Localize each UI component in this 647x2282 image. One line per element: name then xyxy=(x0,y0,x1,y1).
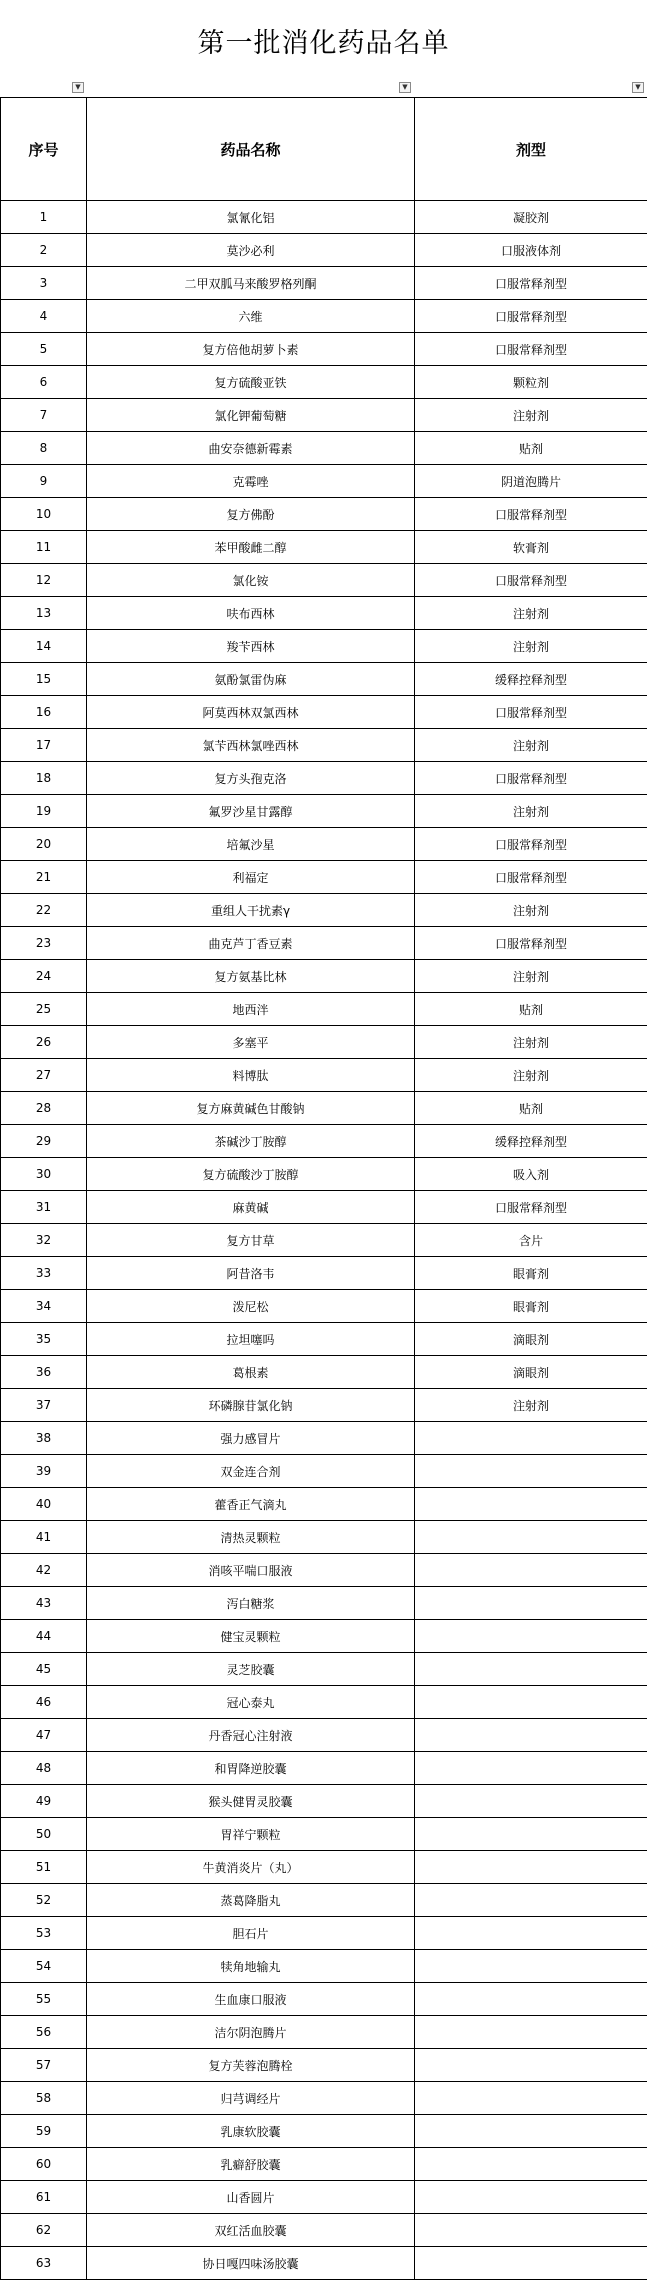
cell-dosage-form[interactable]: 口服常释剂型 xyxy=(415,828,647,861)
cell-drug-name[interactable]: 利福定 xyxy=(87,861,415,894)
cell-dosage-form[interactable] xyxy=(415,2115,647,2148)
cell-seq[interactable]: 52 xyxy=(1,1884,87,1917)
table-row xyxy=(1,597,647,630)
cell-seq[interactable]: 47 xyxy=(1,1719,87,1752)
cell-seq[interactable]: 23 xyxy=(1,927,87,960)
cell-drug-name[interactable]: 茶碱沙丁胺醇 xyxy=(87,1125,415,1158)
table-row xyxy=(1,1521,647,1554)
cell-drug-name[interactable]: 复方硫酸亚铁 xyxy=(87,366,415,399)
cell-drug-name[interactable]: 地西泮 xyxy=(87,993,415,1026)
cell-dosage-form[interactable] xyxy=(415,1884,647,1917)
table-row xyxy=(1,1653,647,1686)
cell-seq[interactable]: 37 xyxy=(1,1389,87,1422)
cell-seq[interactable]: 12 xyxy=(1,564,87,597)
cell-dosage-form[interactable] xyxy=(415,1818,647,1851)
table-row xyxy=(1,201,647,234)
table-row xyxy=(1,1785,647,1818)
cell-seq[interactable]: 8 xyxy=(1,432,87,465)
cell-seq[interactable]: 1 xyxy=(1,201,87,234)
cell-dosage-form[interactable]: 滴眼剂 xyxy=(415,1356,647,1389)
cell-drug-name[interactable]: 清热灵颗粒 xyxy=(87,1521,415,1554)
cell-dosage-form[interactable] xyxy=(415,1917,647,1950)
cell-seq[interactable]: 60 xyxy=(1,2148,87,2181)
cell-drug-name[interactable]: 苯甲酸雌二醇 xyxy=(87,531,415,564)
cell-seq[interactable]: 28 xyxy=(1,1092,87,1125)
cell-dosage-form[interactable] xyxy=(415,1587,647,1620)
cell-dosage-form[interactable]: 注射剂 xyxy=(415,1059,647,1092)
cell-drug-name[interactable]: 复方氨基比林 xyxy=(87,960,415,993)
table-row xyxy=(1,531,647,564)
cell-drug-name[interactable]: 氯化铵 xyxy=(87,564,415,597)
cell-drug-name[interactable]: 氟罗沙星甘露醇 xyxy=(87,795,415,828)
table-row xyxy=(1,366,647,399)
header-drug-name[interactable]: 药品名称 xyxy=(87,98,415,201)
header-dosage-form[interactable]: 剂型 xyxy=(415,98,647,201)
cell-dosage-form[interactable]: 缓释控释剂型 xyxy=(415,1125,647,1158)
table-row xyxy=(1,2082,647,2115)
cell-seq[interactable]: 9 xyxy=(1,465,87,498)
cell-dosage-form[interactable]: 口服常释剂型 xyxy=(415,267,647,300)
cell-seq[interactable]: 54 xyxy=(1,1950,87,1983)
cell-dosage-form[interactable] xyxy=(415,2082,647,2115)
cell-dosage-form[interactable] xyxy=(415,1653,647,1686)
cell-drug-name[interactable]: 丹香冠心注射液 xyxy=(87,1719,415,1752)
cell-seq[interactable]: 30 xyxy=(1,1158,87,1191)
cell-dosage-form[interactable]: 吸入剂 xyxy=(415,1158,647,1191)
cell-drug-name[interactable]: 藿香正气滴丸 xyxy=(87,1488,415,1521)
cell-drug-name[interactable]: 克霉唑 xyxy=(87,465,415,498)
table-row xyxy=(1,696,647,729)
table-row xyxy=(1,2148,647,2181)
cell-dosage-form[interactable]: 口服常释剂型 xyxy=(415,1191,647,1224)
cell-seq[interactable]: 21 xyxy=(1,861,87,894)
cell-seq[interactable]: 14 xyxy=(1,630,87,663)
cell-seq[interactable]: 24 xyxy=(1,960,87,993)
cell-drug-name[interactable]: 冠心泰丸 xyxy=(87,1686,415,1719)
cell-seq[interactable]: 6 xyxy=(1,366,87,399)
cell-drug-name[interactable]: 生血康口服液 xyxy=(87,1983,415,2016)
cell-drug-name[interactable]: 双红活血胶囊 xyxy=(87,2214,415,2247)
cell-seq[interactable]: 56 xyxy=(1,2016,87,2049)
cell-dosage-form[interactable]: 口服常释剂型 xyxy=(415,861,647,894)
cell-dosage-form[interactable]: 注射剂 xyxy=(415,960,647,993)
table-row xyxy=(1,267,647,300)
cell-dosage-form[interactable]: 口服常释剂型 xyxy=(415,696,647,729)
table-row xyxy=(1,1257,647,1290)
cell-drug-name[interactable]: 协日嘎四味汤胶囊 xyxy=(87,2247,415,2280)
cell-drug-name[interactable]: 多塞平 xyxy=(87,1026,415,1059)
cell-dosage-form[interactable] xyxy=(415,2181,647,2214)
cell-seq[interactable]: 59 xyxy=(1,2115,87,2148)
cell-seq[interactable]: 41 xyxy=(1,1521,87,1554)
table-row xyxy=(1,300,647,333)
cell-seq[interactable]: 2 xyxy=(1,234,87,267)
cell-drug-name[interactable]: 六维 xyxy=(87,300,415,333)
cell-dosage-form[interactable]: 注射剂 xyxy=(415,1026,647,1059)
cell-dosage-form[interactable]: 口服常释剂型 xyxy=(415,564,647,597)
table-row xyxy=(1,927,647,960)
cell-dosage-form[interactable]: 阴道泡腾片 xyxy=(415,465,647,498)
table-row xyxy=(1,663,647,696)
cell-drug-name[interactable]: 胃祥宁颗粒 xyxy=(87,1818,415,1851)
cell-drug-name[interactable]: 拉坦噻吗 xyxy=(87,1323,415,1356)
cell-drug-name[interactable]: 蒸葛降脂丸 xyxy=(87,1884,415,1917)
cell-dosage-form[interactable] xyxy=(415,2049,647,2082)
table-row xyxy=(1,1026,647,1059)
table-row xyxy=(1,861,647,894)
table-row xyxy=(1,2049,647,2082)
cell-dosage-form[interactable]: 眼膏剂 xyxy=(415,1257,647,1290)
cell-seq[interactable]: 36 xyxy=(1,1356,87,1389)
table-row xyxy=(1,1356,647,1389)
cell-seq[interactable]: 25 xyxy=(1,993,87,1026)
header-seq[interactable]: 序号 xyxy=(1,98,87,201)
cell-dosage-form[interactable]: 滴眼剂 xyxy=(415,1323,647,1356)
cell-dosage-form[interactable]: 注射剂 xyxy=(415,597,647,630)
cell-dosage-form[interactable]: 注射剂 xyxy=(415,795,647,828)
cell-dosage-form[interactable] xyxy=(415,1620,647,1653)
cell-drug-name[interactable]: 犊角地输丸 xyxy=(87,1950,415,1983)
cell-seq[interactable]: 46 xyxy=(1,1686,87,1719)
cell-seq[interactable]: 63 xyxy=(1,2247,87,2280)
cell-seq[interactable]: 20 xyxy=(1,828,87,861)
table-row xyxy=(1,2214,647,2247)
cell-seq[interactable]: 26 xyxy=(1,1026,87,1059)
header-row xyxy=(1,98,647,201)
cell-seq[interactable]: 57 xyxy=(1,2049,87,2082)
table-row xyxy=(1,1455,647,1488)
cell-drug-name[interactable]: 葛根素 xyxy=(87,1356,415,1389)
table-row xyxy=(1,1818,647,1851)
cell-seq[interactable]: 43 xyxy=(1,1587,87,1620)
cell-drug-name[interactable]: 阿昔洛韦 xyxy=(87,1257,415,1290)
cell-seq[interactable]: 58 xyxy=(1,2082,87,2115)
cell-dosage-form[interactable] xyxy=(415,1488,647,1521)
table-row xyxy=(1,1884,647,1917)
autofilter-row xyxy=(0,80,647,97)
cell-dosage-form[interactable]: 口服液体剂 xyxy=(415,234,647,267)
table-row xyxy=(1,1917,647,1950)
cell-dosage-form[interactable]: 眼膏剂 xyxy=(415,1290,647,1323)
cell-dosage-form[interactable] xyxy=(415,1422,647,1455)
cell-dosage-form[interactable]: 注射剂 xyxy=(415,1389,647,1422)
cell-drug-name[interactable]: 胆石片 xyxy=(87,1917,415,1950)
table-row xyxy=(1,1323,647,1356)
table-row xyxy=(1,1752,647,1785)
cell-dosage-form[interactable] xyxy=(415,1785,647,1818)
table-row xyxy=(1,2247,647,2280)
cell-seq[interactable]: 45 xyxy=(1,1653,87,1686)
cell-drug-name[interactable]: 复方芙蓉泡腾栓 xyxy=(87,2049,415,2082)
cell-drug-name[interactable]: 双金连合剂 xyxy=(87,1455,415,1488)
table-row xyxy=(1,729,647,762)
cell-seq[interactable]: 11 xyxy=(1,531,87,564)
table-row xyxy=(1,1554,647,1587)
table-row xyxy=(1,1686,647,1719)
table-row xyxy=(1,1158,647,1191)
table-row xyxy=(1,1191,647,1224)
cell-dosage-form[interactable]: 颗粒剂 xyxy=(415,366,647,399)
cell-seq[interactable]: 3 xyxy=(1,267,87,300)
cell-drug-name[interactable]: 乳康软胶囊 xyxy=(87,2115,415,2148)
filter-dropdown-icon[interactable]: ▼ xyxy=(399,82,411,93)
cell-dosage-form[interactable] xyxy=(415,1455,647,1488)
cell-dosage-form[interactable]: 凝胶剂 xyxy=(415,201,647,234)
cell-dosage-form[interactable]: 软膏剂 xyxy=(415,531,647,564)
cell-seq[interactable]: 15 xyxy=(1,663,87,696)
cell-drug-name[interactable]: 阿莫西林双氯西林 xyxy=(87,696,415,729)
cell-dosage-form[interactable]: 含片 xyxy=(415,1224,647,1257)
cell-dosage-form[interactable] xyxy=(415,1719,647,1752)
table-row xyxy=(1,1587,647,1620)
cell-drug-name[interactable]: 料博肽 xyxy=(87,1059,415,1092)
cell-dosage-form[interactable]: 注射剂 xyxy=(415,399,647,432)
cell-dosage-form[interactable] xyxy=(415,1554,647,1587)
cell-drug-name[interactable]: 消咳平喘口服液 xyxy=(87,1554,415,1587)
table-row xyxy=(1,828,647,861)
table-row xyxy=(1,1488,647,1521)
table-row xyxy=(1,960,647,993)
table-row xyxy=(1,2016,647,2049)
cell-seq[interactable]: 62 xyxy=(1,2214,87,2247)
cell-seq[interactable]: 49 xyxy=(1,1785,87,1818)
cell-dosage-form[interactable] xyxy=(415,1983,647,2016)
table-row xyxy=(1,1224,647,1257)
drug-table xyxy=(0,97,647,2280)
cell-seq[interactable]: 33 xyxy=(1,1257,87,1290)
cell-seq[interactable]: 48 xyxy=(1,1752,87,1785)
cell-seq[interactable]: 55 xyxy=(1,1983,87,2016)
table-row xyxy=(1,1059,647,1092)
cell-seq[interactable]: 7 xyxy=(1,399,87,432)
cell-seq[interactable]: 44 xyxy=(1,1620,87,1653)
cell-drug-name[interactable]: 氯苄西林氯唑西林 xyxy=(87,729,415,762)
cell-seq[interactable]: 35 xyxy=(1,1323,87,1356)
cell-dosage-form[interactable] xyxy=(415,1686,647,1719)
cell-seq[interactable]: 31 xyxy=(1,1191,87,1224)
cell-drug-name[interactable]: 曲克芦丁香豆素 xyxy=(87,927,415,960)
table-row xyxy=(1,564,647,597)
cell-drug-name[interactable]: 复方硫酸沙丁胺醇 xyxy=(87,1158,415,1191)
cell-drug-name[interactable]: 归芎调经片 xyxy=(87,2082,415,2115)
cell-drug-name[interactable]: 复方甘草 xyxy=(87,1224,415,1257)
cell-dosage-form[interactable] xyxy=(415,2016,647,2049)
table-row xyxy=(1,1620,647,1653)
table-row xyxy=(1,795,647,828)
cell-dosage-form[interactable]: 注射剂 xyxy=(415,894,647,927)
cell-seq[interactable]: 39 xyxy=(1,1455,87,1488)
cell-dosage-form[interactable] xyxy=(415,2247,647,2280)
cell-seq[interactable]: 22 xyxy=(1,894,87,927)
cell-dosage-form[interactable]: 贴剂 xyxy=(415,993,647,1026)
table-row xyxy=(1,234,647,267)
cell-dosage-form[interactable]: 口服常释剂型 xyxy=(415,762,647,795)
cell-seq[interactable]: 17 xyxy=(1,729,87,762)
table-row xyxy=(1,993,647,1026)
cell-drug-name[interactable]: 山香圆片 xyxy=(87,2181,415,2214)
cell-dosage-form[interactable]: 口服常释剂型 xyxy=(415,333,647,366)
cell-dosage-form[interactable]: 口服常释剂型 xyxy=(415,300,647,333)
table-row xyxy=(1,1983,647,2016)
cell-drug-name[interactable]: 灵芝胶囊 xyxy=(87,1653,415,1686)
table-row xyxy=(1,630,647,663)
cell-drug-name[interactable]: 复方倍他胡萝卜素 xyxy=(87,333,415,366)
cell-seq[interactable]: 42 xyxy=(1,1554,87,1587)
table-row xyxy=(1,1092,647,1125)
cell-seq[interactable]: 51 xyxy=(1,1851,87,1884)
table-row xyxy=(1,1950,647,1983)
table-row xyxy=(1,2115,647,2148)
cell-dosage-form[interactable]: 口服常释剂型 xyxy=(415,927,647,960)
cell-seq[interactable]: 13 xyxy=(1,597,87,630)
cell-seq[interactable]: 34 xyxy=(1,1290,87,1323)
cell-seq[interactable]: 10 xyxy=(1,498,87,531)
table-row xyxy=(1,498,647,531)
cell-seq[interactable]: 16 xyxy=(1,696,87,729)
cell-drug-name[interactable]: 猴头健胃灵胶囊 xyxy=(87,1785,415,1818)
cell-seq[interactable]: 53 xyxy=(1,1917,87,1950)
cell-dosage-form[interactable] xyxy=(415,2148,647,2181)
table-row xyxy=(1,1422,647,1455)
table-row xyxy=(1,399,647,432)
cell-dosage-form[interactable] xyxy=(415,1752,647,1785)
cell-drug-name[interactable]: 呋布西林 xyxy=(87,597,415,630)
sheet-title: 第一批消化药品名单 xyxy=(197,27,450,59)
table-row xyxy=(1,894,647,927)
table-row xyxy=(1,1719,647,1752)
cell-seq[interactable]: 5 xyxy=(1,333,87,366)
cell-seq[interactable]: 40 xyxy=(1,1488,87,1521)
cell-drug-name[interactable]: 环磷腺苷氯化钠 xyxy=(87,1389,415,1422)
filter-dropdown-icon[interactable]: ▼ xyxy=(72,82,84,93)
cell-drug-name[interactable]: 强力感冒片 xyxy=(87,1422,415,1455)
cell-dosage-form[interactable]: 贴剂 xyxy=(415,1092,647,1125)
table-row xyxy=(1,432,647,465)
table-row xyxy=(1,465,647,498)
cell-seq[interactable]: 61 xyxy=(1,2181,87,2214)
cell-drug-name[interactable]: 复方头孢克洛 xyxy=(87,762,415,795)
cell-seq[interactable]: 38 xyxy=(1,1422,87,1455)
table-row xyxy=(1,1389,647,1422)
cell-drug-name[interactable]: 氯氰化铝 xyxy=(87,201,415,234)
table-row xyxy=(1,2181,647,2214)
cell-drug-name[interactable]: 牛黄消炎片（丸） xyxy=(87,1851,415,1884)
cell-dosage-form[interactable] xyxy=(415,1950,647,1983)
cell-dosage-form[interactable] xyxy=(415,2214,647,2247)
cell-dosage-form[interactable]: 注射剂 xyxy=(415,729,647,762)
cell-drug-name[interactable]: 洁尔阴泡腾片 xyxy=(87,2016,415,2049)
cell-drug-name[interactable]: 泼尼松 xyxy=(87,1290,415,1323)
cell-dosage-form[interactable]: 贴剂 xyxy=(415,432,647,465)
cell-drug-name[interactable]: 莫沙必利 xyxy=(87,234,415,267)
cell-seq[interactable]: 18 xyxy=(1,762,87,795)
table-row xyxy=(1,1125,647,1158)
cell-drug-name[interactable]: 乳癖舒胶囊 xyxy=(87,2148,415,2181)
cell-dosage-form[interactable]: 口服常释剂型 xyxy=(415,498,647,531)
cell-drug-name[interactable]: 羧苄西林 xyxy=(87,630,415,663)
cell-drug-name[interactable]: 二甲双胍马来酸罗格列酮 xyxy=(87,267,415,300)
cell-seq[interactable]: 29 xyxy=(1,1125,87,1158)
filter-dropdown-icon[interactable]: ▼ xyxy=(632,82,644,93)
cell-seq[interactable]: 19 xyxy=(1,795,87,828)
cell-seq[interactable]: 50 xyxy=(1,1818,87,1851)
table-row xyxy=(1,762,647,795)
cell-drug-name[interactable]: 健宝灵颗粒 xyxy=(87,1620,415,1653)
cell-dosage-form[interactable] xyxy=(415,1521,647,1554)
cell-drug-name[interactable]: 氨酚氯雷伪麻 xyxy=(87,663,415,696)
cell-drug-name[interactable]: 泻白糖浆 xyxy=(87,1587,415,1620)
cell-seq[interactable]: 27 xyxy=(1,1059,87,1092)
table-row xyxy=(1,1290,647,1323)
cell-drug-name[interactable]: 重组人干扰素γ xyxy=(87,894,415,927)
cell-dosage-form[interactable]: 注射剂 xyxy=(415,630,647,663)
cell-drug-name[interactable]: 复方麻黄碱色甘酸钠 xyxy=(87,1092,415,1125)
cell-dosage-form[interactable] xyxy=(415,1851,647,1884)
cell-drug-name[interactable]: 氯化钾葡萄糖 xyxy=(87,399,415,432)
cell-seq[interactable]: 4 xyxy=(1,300,87,333)
cell-drug-name[interactable]: 麻黄碱 xyxy=(87,1191,415,1224)
cell-drug-name[interactable]: 曲安奈德新霉素 xyxy=(87,432,415,465)
table-row xyxy=(1,333,647,366)
table-row xyxy=(1,1851,647,1884)
cell-seq[interactable]: 32 xyxy=(1,1224,87,1257)
cell-drug-name[interactable]: 培氟沙星 xyxy=(87,828,415,861)
cell-drug-name[interactable]: 和胃降逆胶囊 xyxy=(87,1752,415,1785)
cell-drug-name[interactable]: 复方佛酚 xyxy=(87,498,415,531)
cell-dosage-form[interactable]: 缓释控释剂型 xyxy=(415,663,647,696)
